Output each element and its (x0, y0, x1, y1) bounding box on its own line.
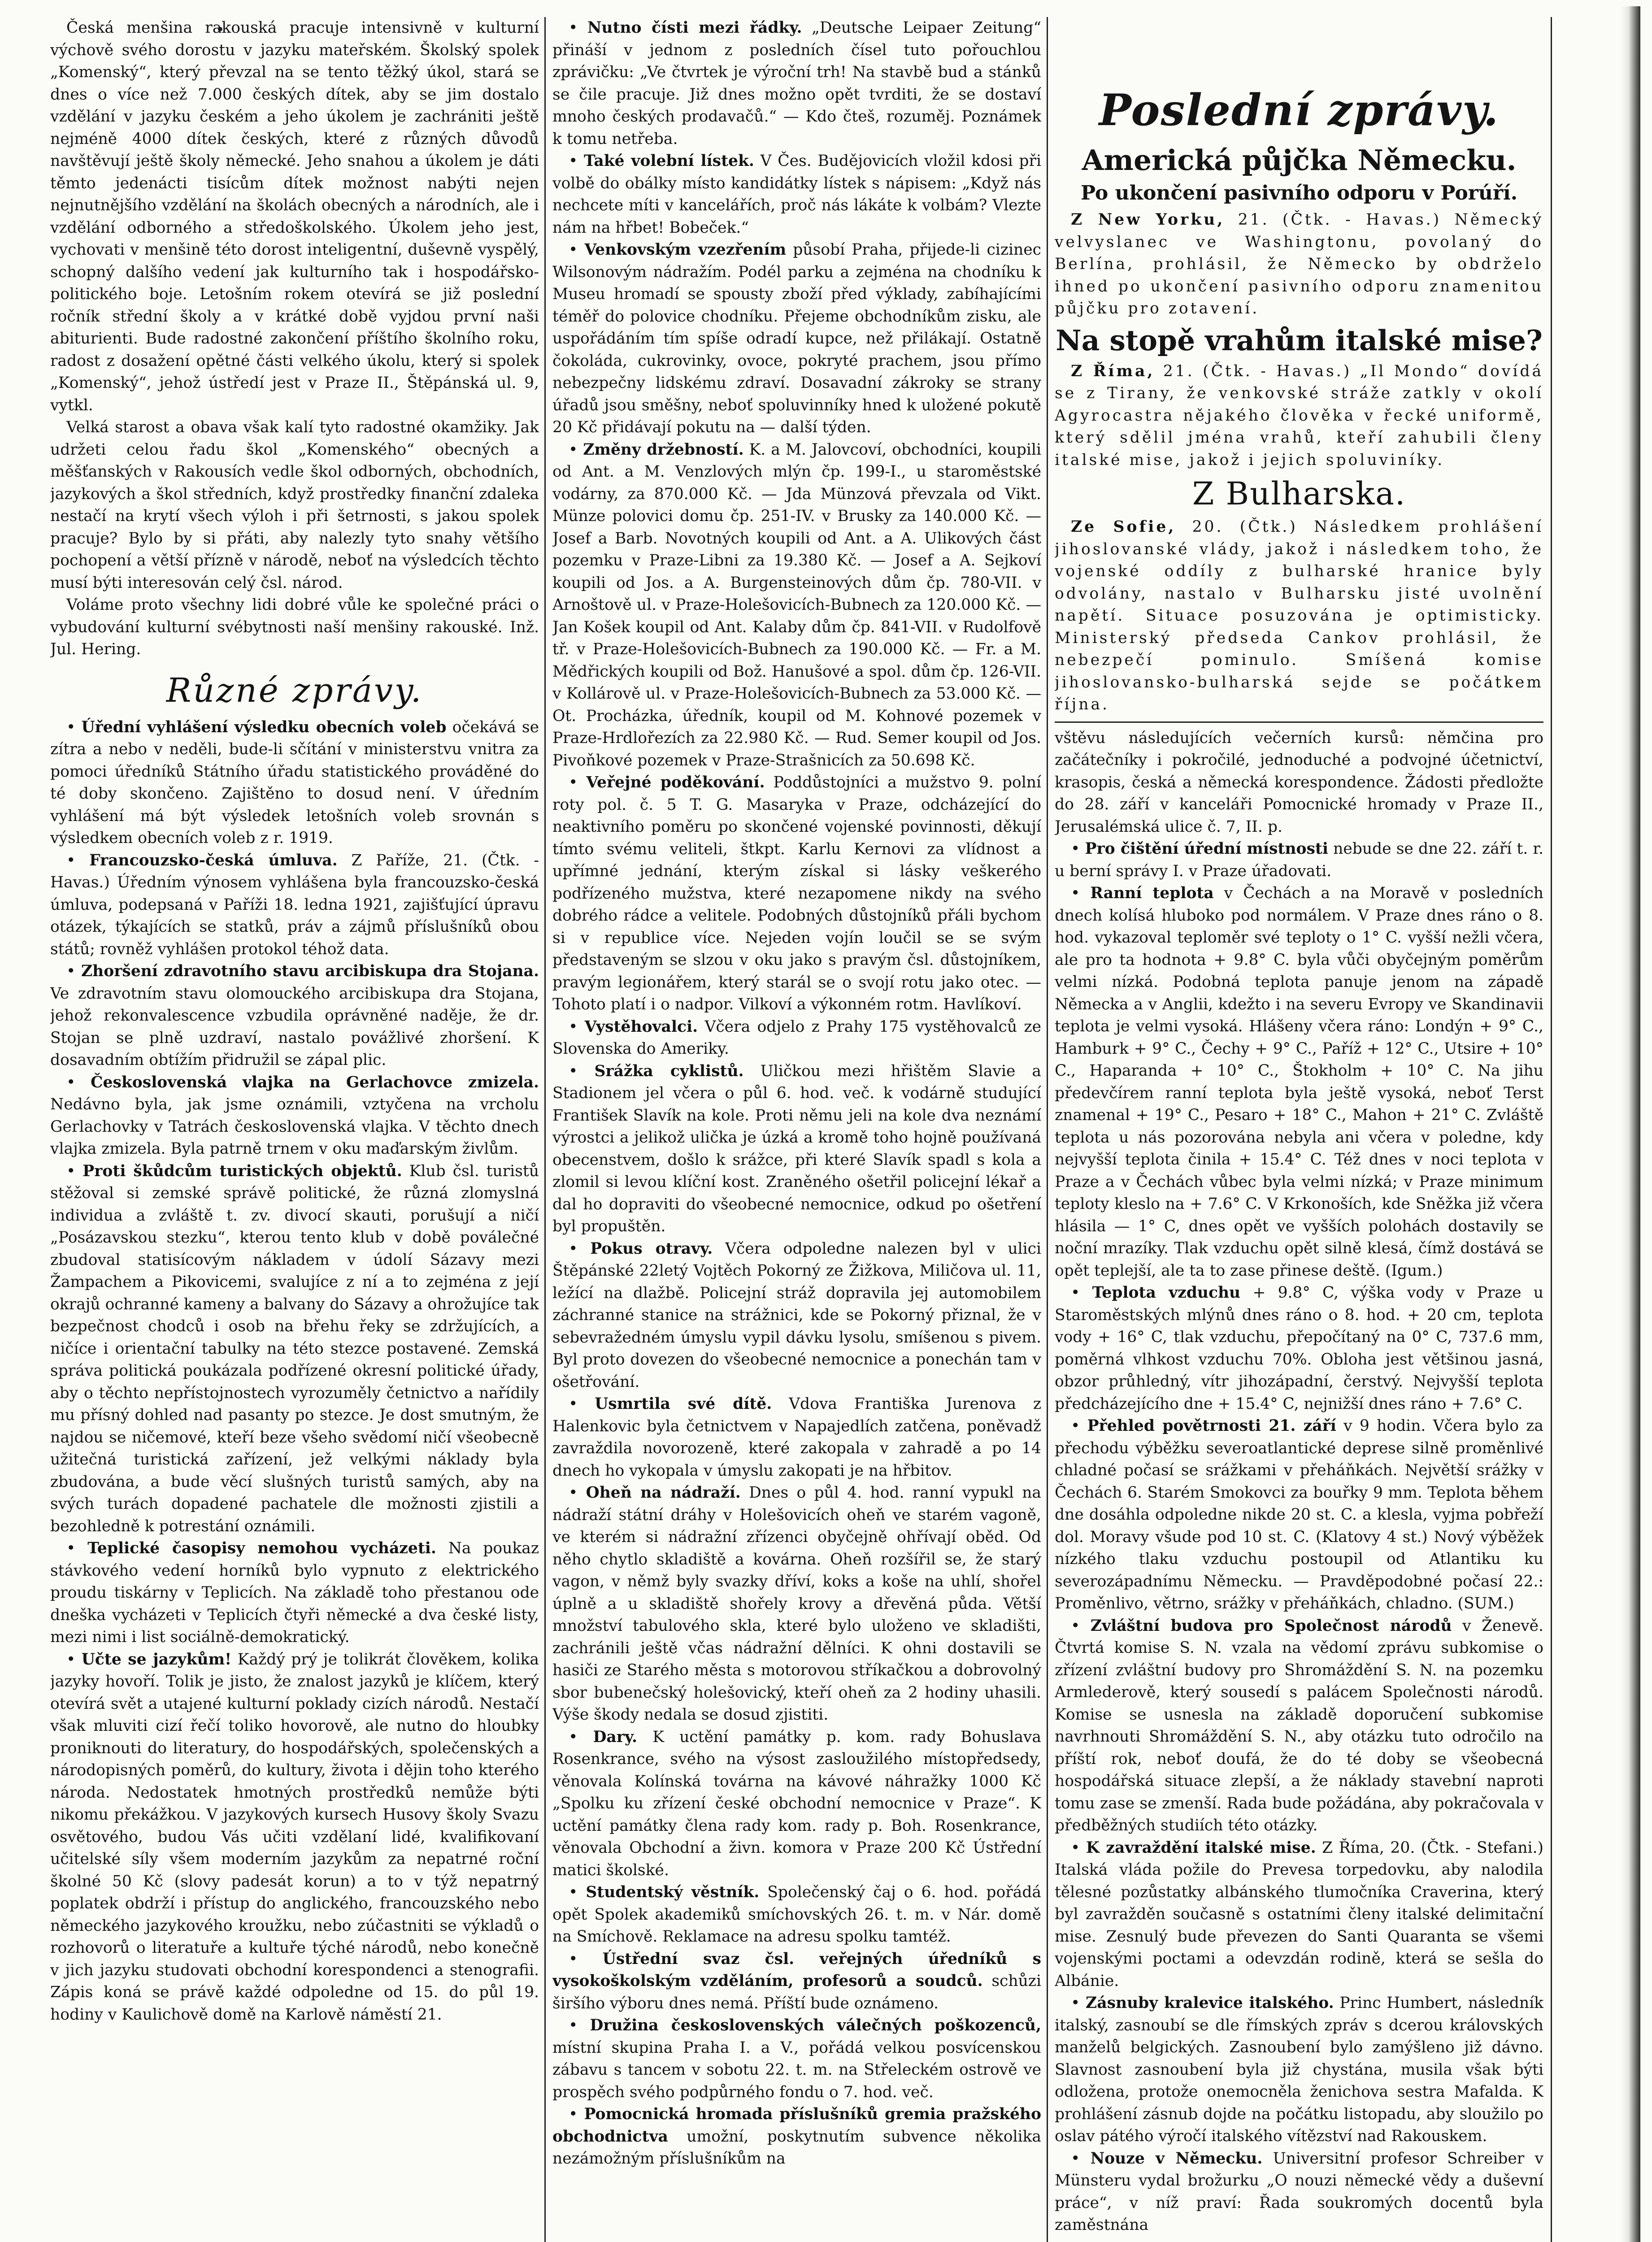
dateline: Ze Sofie, (1071, 518, 1176, 536)
column-rule-1 (544, 17, 546, 2242)
news-item-lead: Také volební lístek. (584, 152, 754, 170)
news-item-text: Poddůstojníci a mužstvo 9. polní roty pol. č. 5 T. G. Masaryka v Praze, odcházející do neaktivního poměru po skončené vojenské povinnosti, děkují tímto svému veliteli, štkpt. Karlu Kernovi za vlídnost a upřímné jednání, kterým získal si lásky veškerého podřízeného mužstva, které nezapomene nikdy na svého dobrého rádce a velitele. Podobných důstojníků přáli bychom si v republice více. Nejeden vojín loučil se se svým představeným se slzou v oku jako s pravým čsl. důstojníkem, pravým legionářem, který starál se o svojí rotu jako otec. — Tohoto platí i o nadpor. Vilkoví a výkonném rotm. Havlíkoví. (552, 773, 1041, 1013)
news-item-text: Princ Humbert, následník italský, zasnoubí se dle římských zpráv s dcerou královských manželů belgických. Zasnoubení bylo zamýšleno již dávno. Slavnost zasnoubení byla již chystána, musila však býti odložena, protože onemocněla ženichova sestra Mafalda. K prohlášení zásnub dojde na počátku listopadu, aby sloužilo po oslav pátého výročí italského vítězství nad Rakouskem. (1055, 1994, 1543, 2145)
news-item-text: v 9 hodin. Včera bylo za přechodu výběžku severoatlantické deprese silně proměnlivé chladné počasí se srážkami v přeháňkách. Největší srážky v Čechách 6. Starém Smokovci za bouřky 9 mm. Teplota během dne dosáhla odpoledne nikde 20 st. C. a klesla, vyjma pobřeží dol. Moravy všude pod 10 st. C. (Klatovy 4 st.) Nový výběžek nízkého tlaku vzduchu postoupil od Atlantiku ku severozápadnímu Německu. — Pravděpodobné počasí 22.: Proměnlivo, větrno, srážky v přeháňkách, chladno. (SUM.) (1055, 1417, 1543, 1612)
news-item-lead: Srážka cyklistů. (594, 1062, 744, 1080)
news-item-text: očekává se zítra a nebo v neděli, bude-li sčítání v ministerstvu vnitra za pomoci úředníků Státního úřadu statistického prováděné do té doby skončeno. Zajištěno to dosud není. V úředním vyhlášení má být výsledek letošních voleb srovnán s výsledkem obecních voleb z r. 1919. (50, 718, 539, 847)
headline-bulgaria: Z Bulharska. (1192, 475, 1406, 512)
news-item: • Ranní teplota v Čechách a na Moravě v posledních dnech kolísá hluboko pod normálem. V Praze dnes ráno o 8. hod. vykazoval teploměr své teploty o 1° C. vyšší nežli včera, ale pro ta hodnota + 9.8° C. byla vůči obyčejným poměrům velmi nízká. Podobná teplota panuje jenom na západě Německa a v Anglii, kdežto i na severu Evropy ve Skandinavii teplota je velmi vysoká. Hlášeny včera ráno: Londýn + 9° C., Hamburk + 9° C., Čechy + 9° C., Paříž + 12° C., Utsire + 10° C., Haparanda + 10° C., Štokholm + 10° C. Na jihu předevčírem ranní teplota byla ještě vysoká, neboť Terst znamenal + 19° C., Pesaro + 18° C., Mahon + 21° C. Zvláště teplota u nás pozorována nebyla ani včera v poledne, kdy nejvyšší teplota činila + 15.4° C. Též dnes v noci teplota v Praze a v Čechách vůbec byla velmi nízká; v Praze minimum teploty kleslo na + 7.6° C. V Krkonoších, kde Sněžka již včera hlásila — 1° C, dnes opět ve vyšších polohách dostavily se noční mrazíky. Tlak vzduchu opět silně klesá, čímž dostává se opět teplejší, ale ta to zase přinese deště. (Igum.) (1055, 884, 1543, 1280)
article-paragraph (50, 594, 539, 661)
news-item-lead: Pokus otravy. (590, 1239, 713, 1258)
section-heading: Různé zprávy. (166, 671, 423, 710)
subheadline-ruhr: Po ukončení pasivního odporu v Porúří. (1080, 182, 1518, 204)
news-item-lead: Učte se jazykům! (81, 1650, 232, 1668)
news-item: • Přehled povětrnosti 21. září v 9 hodin. Včera bylo za přechodu výběžku severoatlantické deprese silně proměnlivé chladné počasí se srážkami v přeháňkách. Největší srážky v Čechách 6. Starém Smokovci za bouřky 9 mm. Teplota během dne dosáhla odpoledne nikde 20 st. C. a klesla, vyjma pobřeží dol. Moravy všude pod 10 st. C. (Klatovy 4 st.) Nový výběžek nízkého tlaku vzduchu postoupil od Atlantiku ku severozápadnímu Německu. — Pravděpodobné počasí 22.: Proměnlivo, větrno, srážky v přeháňkách, chladno. (SUM.) (1055, 1417, 1543, 1612)
headline-italian-mission: Na stopě vrahům italské mise? (1056, 323, 1543, 357)
news-item-text: Na poukaz stávkového vedení horníků bylo vypnuto z elektrického proudu tiskárny v Teplicích. Na základě toho přestanou ode dneška vycházeti v Teplicích čtyři německé a dva české listy, mezi nimi i list sociálně-demokratický. (50, 1539, 539, 1646)
news-item (1055, 516, 1543, 716)
column-rule-3 (1551, 17, 1552, 2242)
news-item: • Venkovským vzezřením působí Praha, přijede-li cizinec Wilsonovým nádražím. Podél parku a zejména na chodníku k Museu hromadí se spousty zboží před výklady, zabíhajícími téměř do polovice chodníku. Přejeme obchodníkům zisku, ale uspořádáním tím spíše odradí kupce, než přilákají. Ostatně čokoláda, cukrovinky, ovoce, pokryté prachem, jsou přímo nebezpečny lidskému zdraví. Dosavadní zákroky se strany úřadů jsou směšny, neboť spoluvinníky hned k uložené pokutě 20 Kč přidávají pokutu na — další týden. (552, 241, 1041, 436)
news-item: • Vystěhovalci. Včera odjelo z Prahy 175 vystěhovalců ze Slovenska do Ameriky. (552, 1017, 1041, 1058)
news-item-text: umožní, poskytnutím subvence několika nezámožným příslušníkům na (552, 2127, 1041, 2168)
news-item-lead: Ústřední svaz čsl. veřejných úředníků s vysokoškolským vzděláním, profesorů a soudců. (552, 1950, 1041, 1990)
news-item-text: Každý prý je tolikrát člověkem, kolika jazyky hovoří. Tolik je jisto, že znalost jazyků je klíčem, který otevírá svět a utajené kulturní poklady cizích národů. Nestačí však mluviti cizí řečí toliko hovorově, ale nutno do hloubky proniknouti do literatury, do hospodářských, společenských a národopisných poměrů, do kultury, života i dějin toho kterého národa. Nedostatek hmotných prostředků nemůže býti nikomu překážkou. V jazykových kursech Husovy školy Svazu osvětového, budou Vás učiti vzdělaní lidé, kvalifikovaní učitelské síly všem moderním jazykům za nepatrné roční školné 50 Kč (slovy padesát korun) a to v týž nepatrný poplatek obdrží i přístup do anglického, francouzského nebo německého jazykového kroužku, nebo zúčastniti se výkladů o rozhovorů o literatuře a kultuře týché národů, nebo konečně v jich jazyku studovati obchodní korespondenci a stenografii. Zápis koná se právě každé odpoledne od 15. do půl 19. hodiny v Kaulichově domě na Karlově náměstí 21. (50, 1650, 539, 2024)
news-item: • Srážka cyklistů. Uličkou mezi hřištěm Slavie a Stadionem jel včera o půl 6. hod. več. k vodárně studující František Slavík na kole. Proti němu jeli na kole dva neznámí výrostci a jelikož ulička je úzká a kromě toho hojně používaná obecenstvem, došlo k srážce, při které Slavík spadl s kola a zlomil si levou klíční kost. Zraněného ošetřil policejní lékař a dal ho dopraviti do všeobecné nemocnice, odkud po ošetření byl propuštěn. (552, 1062, 1041, 1235)
news-item-text: V Čes. Budějovicích vložil kdosi při volbě do obálky místo kandidátky lístek s nápisem: „Když nás nechcete míti v kancelářích, proč nás lákáte k volbám? Vlezte nám na hřbet! Bobeček.“ (552, 152, 1041, 237)
news-item-text: v Ženevě. Čtvrtá komise S. N. vzala na vědomí zprávu subkomise o zřízení zvláštní budovy pro Shromáždění S. N. na pozemku Armlederově, který sousedí s palácem Společnosti národů. Komise se usnesla na základě doporučení subkomise navrhnouti Shromáždění S. N., aby otázku tuto odročilo na příští rok, neboť doufá, že do té doby se všeobecná hospodářská situace zlepší, a že náklady stavební naproti tomu zase se zmenší. Rada bude požádána, aby pokračovala v předběžných studiích této otázky. (1055, 1616, 1543, 1834)
news-item-lead: Usmrtila své dítě. (595, 1395, 772, 1413)
news-item-text: 20. (Čtk.) Následkem prohlášení jihoslovanské vlády, jakož i následkem toho, že vojenské oddíly z bulharské hranice byly odvolány, nastalo v Bulharsku jisté uvolnění napětí. Situace posuzována je optimisticky. Ministerský předseda Cankov prohlásil, že nebezpečí pominulo. Smíšená komise jihoslovansko-bulharská sejde se počátkem října. (1055, 518, 1543, 713)
news-item-lead: Přehled povětrnosti 21. září (1087, 1417, 1336, 1435)
news-item: • Také volební lístek. V Čes. Budějovicích vložil kdosi při volbě do obálky místo kandidátky lístek s nápisem: „Když nás nechcete míti v kancelářích, proč nás lákáte k volbám? Vlezte nám na hřbet! Bobeček.“ (552, 152, 1041, 237)
news-item: • Francouzsko-česká úmluva. Z Paříže, 21. (Čtk. - Havas.) Úředním výnosem vyhlášena byla francouzsko-česká úmluva, podepsaná v Paříži 18. ledna 1921, zajišťující úpravu otázek, týkajících se statků, práv a zájmů příslušníků obou států; rovněž vyhlášen protokol téhož data. (50, 851, 539, 958)
news-item-lead: Proti škůdcům turistických objektů. (83, 1162, 402, 1180)
news-item-lead: Družina československých válečných poškozenců, (590, 2016, 1041, 2034)
dateline: Z Říma, (1071, 362, 1155, 380)
news-item-lead: Změny držebností. (583, 440, 744, 459)
news-item: • Družina československých válečných poškozenců, místní skupina Praha I. a V., pořádá velkou posvícenskou zábavu s tancem v sobotu 22. t. m. na Střeleckém ostrově ve prospěch svého podpůrného fondu o 7. hod. več. (552, 2016, 1041, 2101)
news-item-text: schůzi širšího výboru dnes nemá. Příští bude oznámeno. (552, 1972, 1041, 2012)
news-item: • Studentský věstník. Společenský čaj o 6. hod. pořádá opět Spolek akademiků smíchovských 26. t. m. v Nár. domě na Smíchově. Reklamace na adresu spolku tamtéž. (552, 1883, 1041, 1946)
news-item-text: Ve zdravotním stavu olomouckého arcibiskupa dra Stojana, jehož rekonvalescence vzbudila oprávněné naděje, že dr. Stojan se plně uzdraví, nastalo povážlivé zhoršení. K dosavadním obtížím přidružil se zápal plic. (50, 984, 539, 1069)
news-item: • Ústřední svaz čsl. veřejných úředníků s vysokoškolským vzděláním, profesorů a soudců. schůzi širšího výboru dnes nemá. Příští bude oznámeno. (552, 1950, 1041, 2012)
news-item-text: nebude se dne 22. září t. r. u berní správy I. v Praze úřadovati. (1055, 840, 1543, 880)
article-paragraph: Velká starost a obava však kalí tyto radostné okamžiky. Jak udržeti celou řadu škol „Komenského“ obecných a měšťanských v Rakousích vedle škol odborných, obchodních, jazykových a škol středních, když prostředky finanční zdaleka nestačí na krytí všech výloh i při šetrnosti, s jakou spolek pracuje? Bylo by si přáti, aby nalezly tyto snahy většího pochopení a větší přízně v národě, neboť na výsledcích těchto musí býti interesován celý čsl. národ. (50, 418, 539, 592)
article-intro: Česká menšina rakouská pracuje intensivně v kulturní výchově svého dorostu v jazyku mateřském. Školský spolek „Komenský“, který převzal na se tento těžký úkol, stará se dnes o více než 7.000 českých dítek, aby se jim dostalo vzdělání v jazyku českém a jeho úkolem je zachrániti ještě nejméně 4000 dítek českých, které z různých důvodů navštěvují ještě školy německé. Jeho snahou a úkolem je dáti těmto jedenácti tisícům dítek možnost nabýti nejen nejnutnějšího vzdělání na školách obecných a národních, ale i vzdělání odborného a středoškolského. Úkolem jeho jest, vychovati v menšině této dorost inteligentní, duševně vyspělý, schopný dalšího vedení jak kulturního tak i hospodářsko-politického boje. Letošním rokem otevírá se již poslední ročník střední školy a v krátké době vyjdou první naši abiturienti. Bude radostné zakončení příštího školního roku, radost z dosažení opětné části velkého úkolu, který si spolek „Komenský“, jehož ústředí jest v Praze II., Štěpánská ul. 9, vytkl. (50, 19, 539, 414)
news-item: • K zavraždění italské mise. Z Říma, 20. (Čtk. - Stefani.) Italská vláda požile do Prevesa torpedovku, aby nalodila tělesné pozůstatky albánského tlumočníka Craverina, který byl zavražděn současně s ostatními členy italské delimitační mise. Zesnulý bude převezen do Santi Quaranta se všemi vojenskými poctami a odevzdán rodině, která se sešla do Albánie. (1055, 1838, 1543, 1990)
column-2 (552, 17, 1041, 2242)
news-item: • Veřejné poděkování. Poddůstojníci a mužstvo 9. polní roty pol. č. 5 T. G. Masaryka v Praze, odcházející do neaktivního poměru po skončené vojenské povinnosti, děkují tímto svému veliteli, štkpt. Karlu Kernovi za vlídnost a upřímné jednání, kterým získal si lásky veškerého podřízeného mužstva, které nezapomene nikdy na svého dobrého rádce a velitele. Podobných důstojníků přáli bychom si v republice více. Nejeden vojín loučil se se svým představeným se slzou v oku jako s pravým čsl. důstojníkem, pravým legionářem, který starál se o svojí rotu jako otec. — Tohoto platí i o nadpor. Vilkoví a výkonném rotm. Havlíkoví. (552, 773, 1041, 1013)
news-item: • Úřední vyhlášení výsledku obecních voleb očekává se zítra a nebo v neděli, bude-li sčítání v ministerstvu vnitra za pomoci úředníků Státního úřadu statistického prováděné do té doby skončeno. Zajištěno to dosud není. V úředním vyhlášení má být výsledek letošních voleb srovnán s výsledkem obecních voleb z r. 1919. (50, 718, 539, 847)
news-item-text: K uctění památky p. kom. rady Bohuslava Rosenkrance, svého na výsost zasloužilého místopředsedy, věnovala Kolínská továrna na kávové náhražky 1000 Kč „Spolku ku zřízení české obchodní nemocnice v Praze“. K uctění památky člena rady kom. rady p. Boh. Rosenkrance, věnovala Obchodní a živn. komora v Praze 200 Kč Ústřední matici školské. (552, 1728, 1041, 1879)
latest-news-masthead: Poslední zprávy. (1099, 85, 1500, 135)
news-item: • Československá vlajka na Gerlachovce zmizela. Nedávno byla, jak jsme oznámili, vztyčena na vrcholu Gerlachovky v Tatrách československá vlajka. V těchto dnech vlajka zmizela. Byla patrně trnem v oku maďarským živlům. (50, 1073, 539, 1158)
section-separator (1055, 721, 1543, 723)
news-item-lead: Zvláštní budova pro Společnost národů (1090, 1616, 1452, 1635)
news-item: • Nouze v Německu. Universitní profesor Schreiber v Münsteru vydal brožurku „O nouzi německé vědy a duševní práce“, v níž praví: Řada soukromých docentů byla zaměstnána (1055, 2149, 1543, 2234)
news-item-lead: Veřejné poděkování. (586, 773, 765, 791)
news-item (1055, 361, 1543, 472)
news-item-text: Universitní profesor Schreiber v Münsteru vydal brožurku „O nouzi německé vědy a duševní práce“, v níž praví: Řada soukromých docentů byla zaměstnána (1055, 2149, 1543, 2234)
news-item: • Změny držebností. K. a M. Jalovcoví, obchodníci, koupili od Ant. a M. Venzlových mlýn čp. 199-I., u staroměstské vodárny, za 870.000 Kč. — Jda Münzová převzala od Vikt. Münze polovici domu čp. 251-IV. v Brusky za 140.000 Kč. — Josef a Barb. Novotných koupili od Ant. a A. Ulikových část pozemku v Praze-Libni za 19.380 Kč. — Josef a A. Sejkoví koupili od Jos. a A. Burgensteinových dům čp. 780-VII. v Arnoštově ul. v Praze-Holešovicích-Bubnech za 120.000 Kč. — Jan Košek koupil od Ant. Kalaby dům čp. 841-VII. v Rudolfově tř. v Praze-Holešovicích-Bubnech za 190.000 Kč. — Fr. a M. Mědřických koupili od Bož. Hanušové a spol. dům čp. 126-VII. v Kollárově ul. v Praze-Holešovicích-Bubnech za 53.000 Kč. — Ot. Procházka, úředník, koupil od M. Kohnové pozemek v Praze-Hrdlořezích za 22.980 Kč. — Rud. Semer koupil od Jos. Pivoňkové pozemek v Praze-Strašnicích za 50.698 Kč. (552, 440, 1041, 769)
column-3 (1055, 17, 1543, 2242)
news-item: • Pokus otravy. Včera odpoledne nalezen byl v ulici Štěpánské 22letý Vojtěch Pokorný ze Žižkova, Miličova ul. 11, ležící na dlažbě. Policejní stráž dopravila jej automobilem záchranné stanice na strážnici, kde se Pokorný přiznal, že v sebevražedném úmyslu vypil dávku lysolu, smíšenou s pivem. Byl proto dovezen do všeobecné nemocnice a ponechán tam v ošetřování. (552, 1239, 1041, 1391)
news-item: • Učte se jazykům! Každý prý je tolikrát člověkem, kolika jazyky hovoří. Tolik je jisto, že znalost jazyků je klíčem, který otevírá svět a utajené kulturní poklady cizích národů. Nestačí však mluviti cizí řečí toliko hovorově, ale nutno do hloubky proniknouti do literatury, do hospodářských, společenských a národopisných poměrů, do kultury, života i dějin toho kterého národa. Nedostatek hmotných prostředků nemůže býti nikomu překážkou. V jazykových kursech Husovy školy Svazu osvětového, budou Vás učiti vzdělaní lidé, kvalifikovaní učitelské síly všem moderním jazykům za nepatrné roční školné 50 Kč (slovy padesát korun) a to v týž nepatrný poplatek obdrží i přístup do anglického, francouzského nebo německého jazykového kroužku, nebo zúčastniti se výkladů o rozhovorů o literatuře a kultuře týché národů, nebo konečně v jich jazyku studovati obchodní korespondenci a stenografii. Zápis koná se právě každé odpoledne od 15. do půl 19. hodiny v Kaulichově domě na Karlově náměstí 21. (50, 1650, 539, 2024)
news-item: • Teplota vzduchu + 9.8° C, výška vody v Praze u Staroměstských mlýnů dnes ráno o 8. hod. + 20 cm, teplota vody + 16° C, tlak vzduchu, přepočítaný na 0° C, 737.6 mm, poměrná vlhkost vzduchu 70%. Obloha jest většinou jasná, obzor průhledný, vítr jihozápadní, čerstvý. Nejvyšší teplota předcházejícího dne + 15.4° C, nejnižší dnes ráno + 7.6° C. (1055, 1284, 1543, 1413)
headline-american-loan: Americká půjčka Německu. (1082, 143, 1517, 177)
article-signature: Inž. Jul. Hering. (50, 618, 539, 658)
news-item-lead: Pomocnická hromada příslušníků gremia pražského obchodnictva (552, 2105, 1041, 2146)
article-paragraph-text: Voláme proto všechny lidi dobré vůle ke společné práci o vybudování kulturní svébytnosti naší menšiny rakouské. (50, 596, 539, 636)
page-edge-shadow (1621, 6, 1640, 2242)
news-item: • Pro čištění úřední místnosti nebude se dne 22. září t. r. u berní správy I. v Praze úřadovati. (1055, 840, 1543, 880)
news-item: • Zvláštní budova pro Společnost národů v Ženevě. Čtvrtá komise S. N. vzala na vědomí zprávu subkomise o zřízení zvláštní budovy pro Shromáždění S. N. na pozemku Armlederově, který sousedí s palácem Společnosti národů. Komise se usnesla na základě doporučení subkomise navrhnouti Shromáždění S. N., aby otázku tuto odročilo na příští rok, neboť doufá, že do té doby se všeobecná hospodářská situace zlepší, a že náklady stavební naproti tomu zase se zmenší. Rada bude požádána, aby pokračovala v předběžných studiích této otázky. (1055, 1616, 1543, 1834)
news-item-text: Klub čsl. turistů stěžoval si zemské správě politické, že různá zlomyslná individua a zvláště t. zv. divocí skauti, porušují a ničí „Posázavskou stezku“, kterou tento klub v době poválečné zbudoval statisícovým nákladem v údolí Sázavy mezi Žampachem a Pikovicemi, svalujíce z ní a to zejména z její okrajů ochranné kameny a balvany do Sázavy a ohrožujíce tak bezpečnost chodců i osob na břehu řeky se zdržujících, a ničíce i orientační tabulky na této stezce postavené. Zemská správa politická poukázala podřízené okresní politické úřady, aby o těchto nepřístojnostech vyrozuměly četnictvo a nařídily mu přísný dohled nad pasanty po stezce. Je dost smutným, že najdou se ničemové, kteří beze všeho svědomí ničí všeobecně užitečná turistická zařízení, jež velkými náklady byla zbudována, a bude věcí slušných turistů samých, aby na svých turách dopadené pachatele dle možnosti zjistili a bezohledně k potrestání oznámili. (50, 1162, 539, 1535)
column-1 (50, 17, 539, 2242)
news-item-text: + 9.8° C, výška vody v Praze u Staroměstských mlýnů dnes ráno o 8. hod. + 20 cm, teplota vody + 16° C, tlak vzduchu, přepočítaný na 0° C, 737.6 mm, poměrná vlhkost vzduchu 70%. Obloha jest většinou jasná, obzor průhledný, vítr jihozápadní, čerstvý. Nejvyšší teplota předcházejícího dne + 15.4° C, nejnižší dnes ráno + 7.6° C. (1055, 1284, 1543, 1413)
news-item-text: „Deutsche Leipaer Zeitung“ přináší v jednom z posledních čísel tuto pořouchlou zprávičku: „Ve čtvrtek je výroční trh! Na stavbě bud a stánků se čile pracuje. Již dnes možno opět tvrditi, že se dostaví mnoho českých prodavačů.“ — Kdo čteš, rozuměj. Poznámek k tomu netřeba. (552, 19, 1041, 148)
news-item-lead: Ranní teplota (1090, 884, 1214, 902)
news-item-lead: Dary. (593, 1728, 638, 1746)
news-item-lead: Úřední vyhlášení výsledku obecních voleb (81, 718, 447, 736)
news-item-lead: Venkovským vzezřením (584, 241, 787, 259)
continuation-text: vštěvu následujících večerních kursů: němčina pro začátečníky i pokročilé, jednoduché a podvojné účetnictví, krasopis, česká a německá korespondence. Žádosti předložte do 28. září v kanceláři Pomocnické hromady v Praze II., Jerusalémská ulice č. 7, II. p. (1055, 729, 1543, 836)
news-item-text: v Čechách a na Moravě v posledních dnech kolísá hluboko pod normálem. V Praze dnes ráno o 8. hod. vykazoval teploměr své teploty o 1° C. vyšší nežli včera, ale pro ta hodnota + 9.8° C. byla vůči obyčejným poměrům velmi nízká. Podobná teplota panuje jenom na západě Německa a v Anglii, kdežto i na severu Evropy ve Skandinavii teplota je velmi vysoká. Hlášeny včera ráno: Londýn + 9° C., Hamburk + 9° C., Čechy + 9° C., Paříž + 12° C., Utsire + 10° C., Haparanda + 10° C., Štokholm + 10° C. Na jihu předevčírem ranní teplota byla ještě vysoká, neboť Terst znamenal + 19° C., Pesaro + 18° C., Mahon + 21° C. Zvláště teplota u nás pozorována nebyla ani včera v poledne, kdy nejvyšší teplota činila + 15.4° C. Též dnes v noci teplota v Praze a v Čechách vůbec byla velmi nízká; v Praze minimum teploty kleslo na + 7.6° C. V Krkonoších, kde Sněžka již včera hlásila — 1° C, dnes opět ve vyšších polohách dostavily se noční mrazíky. Tlak vzduchu opět silně klesá, čímž dostává se opět teplejší, ale ta to zase přinese deště. (Igum.) (1055, 884, 1543, 1280)
news-item-lead: Zhoršení zdravotního stavu arcibiskupa dra Stojana. (81, 962, 539, 980)
news-item-text: 21. (Čtk. - Havas.) Německý velvyslanec ve Washingtonu, povolaný do Berlína, prohlásil, že Německo by obdrželo ihned po ukončení pasivního odporu znamenitou půjčku pro zotavení. (1055, 211, 1543, 317)
news-item: • Nutno čísti mezi řádky. „Deutsche Leipaer Zeitung“ přináší v jednom z posledních čísel tuto pořouchlou zprávičku: „Ve čtvrtek je výroční trh! Na stavbě bud a stánků se čile pracuje. Již dnes možno opět tvrditi, že se dostaví mnoho českých prodavačů.“ — Kdo čteš, rozuměj. Poznámek k tomu netřeba. (552, 19, 1041, 148)
news-item-text: Z Říma, 20. (Čtk. - Stefani.) Italská vláda požile do Prevesa torpedovku, aby nalodila tělesné pozůstatky albánského tlumočníka Craverina, který byl zavražděn současně s ostatními členy italské delimitační mise. Zesnulý bude převezen do Santi Quaranta se všemi vojenskými poctami a odevzdán rodině, která se sešla do Albánie. (1055, 1838, 1543, 1990)
news-item-text: působí Praha, přijede-li cizinec Wilsonovým nádražím. Podél parku a zejména na chodníku k Museu hromadí se spousty zboží před výklady, zabíhajícími téměř do polovice chodníku. Přejeme obchodníkům zisku, ale uspořádáním tím spíše odradí kupce, než přilákají. Ostatně čokoláda, cukrovinky, ovoce, pokryté prachem, jsou přímo nebezpečny lidskému zdraví. Dosavadní zákroky se strany úřadů jsou směšny, neboť spoluvinníky hned k uložené pokutě 20 Kč přidávají pokutu na — další týden. (552, 241, 1041, 436)
news-item-text: Včera odjelo z Prahy 175 vystěhovalců ze Slovenska do Ameriky. (552, 1017, 1041, 1058)
news-item-lead: Československá vlajka na Gerlachovce zmizela. (91, 1073, 539, 1091)
news-item-lead: Teplické časopisy nemohou vycházeti. (87, 1539, 436, 1557)
dateline: Z New Yorku, (1071, 211, 1225, 229)
news-item-text: Uličkou mezi hřištěm Slavie a Stadionem jel včera o půl 6. hod. več. k vodárně studující František Slavík na kole. Proti němu jeli na kole dva neznámí výrostci a jelikož ulička je úzká a kromě toho hojně používaná obecenstvem, došlo k srážce, při které Slavík spadl s kola a zlomil si levou klíční kost. Zraněného ošetřil policejní lékař a dal ho dopraviti do všeobecné nemocnice, odkud po ošetření byl propuštěn. (552, 1062, 1041, 1235)
news-item: • Proti škůdcům turistických objektů. Klub čsl. turistů stěžoval si zemské správě politické, že různá zlomyslná individua a zvláště t. zv. divocí skauti, porušují a ničí „Posázavskou stezku“, kterou tento klub v době poválečné zbudoval statisícovým nákladem v údolí Sázavy mezi Žampachem a Pikovicemi, svalujíce z ní a to zejména z její okrajů ochranné kameny a balvany do Sázavy a ohrožujíce tak bezpečnost chodců i osob na břehu řeky se zdržujících, a ničíce i orientační tabulky na této stezce postavené. Zemská správa politická poukázala podřízené okresní politické úřady, aby o těchto nepřístojnostech vyrozuměly četnictvo a nařídily mu přísný dohled nad pasanty po stezce. Je dost smutným, že najdou se ničemové, kteří beze všeho svědomí ničí všeobecně užitečná turistická zařízení, jež velkými náklady byla zbudována, a bude věcí slušných turistů samých, aby na svých turách dopadené pachatele dle možnosti zjistili a bezohledně k potrestání oznámili. (50, 1162, 539, 1535)
news-item: • Zásnuby kralevice italského. Princ Humbert, následník italský, zasnoubí se dle římských zpráv s dcerou královských manželů belgických. Zasnoubení bylo zamýšleno již dávno. Slavnost zasnoubení byla již chystána, musila však býti odložena, protože onemocněla ženichova sestra Mafalda. K prohlášení zásnub dojde na počátku listopadu, aby sloužilo po oslav pátého výročí italského vítězství nad Rakouskem. (1055, 1994, 1543, 2145)
news-item: • Usmrtila své dítě. Vdova Františka Jurenova z Halenkovic byla četnictvem v Napajedlích zatčena, poněvadž zavraždila novorozeně, které zakopala v zahradě a po 14 dnech ho vykopala v úmyslu zakopati je na hřbitov. (552, 1395, 1041, 1480)
column-rule-2 (1047, 17, 1048, 2242)
news-item-text: Dnes o půl 4. hod. ranní vypukl na nádraží státní dráhy v Holešovicích oheň ve starém vagoně, ve kterém si nádražní zřízenci obyčejně ohřívají oběd. Od něho chytlo skladiště a kovárna. Oheň rozšířil se, že starý vagon, v němž byly svazky dříví, koks a koše na uhlí, shořel úplně a u skladiště shořely krovy a dřevěná půda. Větší množství tabulového skla, které bylo uloženo ve skladišti, zachránili ještě včas nádražní dělníci. K ohni dostavili se hasiči ze Starého města s motorovou stříkačkou a dobrovolný sbor bubenečský holešovický, kteří oheň za 2 hodiny uhasili. Výše škody nedala se dosud zjistiti. (552, 1484, 1041, 1724)
news-item: • Oheň na nádraží. Dnes o půl 4. hod. ranní vypukl na nádraží státní dráhy v Holešovicích oheň ve starém vagoně, ve kterém si nádražní zřízenci obyčejně ohřívají oběd. Od něho chytlo skladiště a kovárna. Oheň rozšířil se, že starý vagon, v němž byly svazky dříví, koks a koše na uhlí, shořel úplně a u skladiště shořely krovy a dřevěná půda. Větší množství tabulového skla, které bylo uloženo ve skladišti, zachránili ještě včas nádražní dělníci. K ohni dostavili se hasiči ze Starého města s motorovou stříkačkou a dobrovolný sbor bubenečský holešovický, kteří oheň za 2 hodiny uhasili. Výše škody nedala se dosud zjistiti. (552, 1484, 1041, 1724)
news-item: • Dary. K uctění památky p. kom. rady Bohuslava Rosenkrance, svého na výsost zasloužilého místopředsedy, věnovala Kolínská továrna na kávové náhražky 1000 Kč „Spolku ku zřízení české obchodní nemocnice v Praze“. K uctění památky člena rady kom. rady p. Boh. Rosenkrance, věnovala Obchodní a živn. komora v Praze 200 Kč Ústřední matici školské. (552, 1728, 1041, 1879)
news-item-text: místní skupina Praha I. a V., pořádá velkou posvícenskou zábavu s tancem v sobotu 22. t. m. na Střeleckém ostrově ve prospěch svého podpůrného fondu o 7. hod. več. (552, 2038, 1041, 2101)
news-item-text: Nedávno byla, jak jsme oznámili, vztyčena na vrcholu Gerlachovky v Tatrách československá vlajka. V těchto dnech vlajka zmizela. Byla patrně trnem v oku maďarským živlům. (50, 1095, 539, 1158)
news-item: • Zhoršení zdravotního stavu arcibiskupa dra Stojana. Ve zdravotním stavu olomouckého arcibiskupa dra Stojana, jehož rekonvalescence vzbudila oprávněné naděje, že dr. Stojan se plně uzdraví, nastalo povážlivé zhoršení. K dosavadním obtížím přidružil se zápal plic. (50, 962, 539, 1069)
news-item-lead: Francouzsko-česká úmluva. (89, 851, 338, 869)
news-item (1055, 209, 1543, 320)
news-item-text: K. a M. Jalovcoví, obchodníci, koupili od Ant. a M. Venzlových mlýn čp. 199-I., u staroměstské vodárny, za 870.000 Kč. — Jda Münzová převzala od Vikt. Münze polovici domu čp. 251-IV. v Brusky za 140.000 Kč. — Josef a Barb. Novotných koupili od Ant. a A. Ulikových část pozemku v Praze-Libni za 19.380 Kč. — Josef a A. Sejkoví koupili od Jos. a A. Burgensteinových dům čp. 780-VII. v Arnoštově ul. v Praze-Holešovicích-Bubnech za 120.000 Kč. — Jan Košek koupil od Ant. Kalaby dům čp. 841-VII. v Rudolfově tř. v Praze-Holešovicích-Bubnech za 190.000 Kč. — Fr. a M. Mědřických koupili od Bož. Hanušové a spol. dům čp. 126-VII. v Kollárově ul. v Praze-Holešovicích-Bubnech za 53.000 Kč. — Ot. Procházka, úředník, koupil od M. Kohnové pozemek v Praze-Hrdlořezích za 22.980 Kč. — Rud. Semer koupil od Jos. Pivoňkové pozemek v Praze-Strašnicích za 50.698 Kč. (552, 440, 1041, 769)
news-item-text: Vdova Františka Jurenova z Halenkovic byla četnictvem v Napajedlích zatčena, poněvadž zavraždila novorozeně, které zakopala v zahradě a po 14 dnech ho vykopala v úmyslu zakopati je na hřbitov. (552, 1395, 1041, 1480)
news-item-text: Společenský čaj o 6. hod. pořádá opět Spolek akademiků smíchovských 26. t. m. v Nár. domě na Smíchově. Reklamace na adresu spolku tamtéž. (552, 1883, 1041, 1946)
news-item-lead: K zavraždění italské mise. (1086, 1838, 1316, 1857)
news-item-lead: Nouze v Německu. (1090, 2149, 1263, 2168)
news-item-lead: Zásnuby kralevice italského. (1086, 1994, 1334, 2012)
news-item-lead: Nutno čísti mezi řádky. (587, 19, 802, 37)
news-item-lead: Pro čištění úřední místnosti (1085, 840, 1328, 858)
news-item-lead: Oheň na nádraží. (586, 1484, 741, 1502)
news-item-lead: Studentský věstník. (586, 1883, 760, 1901)
news-item-lead: Teplota vzduchu (1092, 1284, 1241, 1302)
news-item-text: 21. (Čtk. - Havas.) „Il Mondo“ dovídá se z Tirany, že venkovské stráže zatkly v okolí Agyrocastra nějakého člověka v řecké uniformě, který sdělil jména vrahů, kteří zahubili členy italské mise, jakož i jejich spoluviníky. (1055, 362, 1543, 469)
news-item-lead: Vystěhovalci. (584, 1017, 698, 1036)
news-item: • Teplické časopisy nemohou vycházeti. Na poukaz stávkového vedení horníků bylo vypnuto z elektrického proudu tiskárny v Teplicích. Na základě toho přestanou ode dneška vycházeti v Teplicích čtyři německé a dva české listy, mezi nimi i list sociálně-demokratický. (50, 1539, 539, 1646)
news-item-text: Z Paříže, 21. (Čtk. - Havas.) Úředním výnosem vyhlášena byla francouzsko-česká úmluva, podepsaná v Paříži 18. ledna 1921, zajišťující úpravu otázek, týkajících se statků, práv a zájmů příslušníků obou států; rovněž vyhlášen protokol téhož data. (50, 851, 539, 958)
news-item-text: Včera odpoledne nalezen byl v ulici Štěpánské 22letý Vojtěch Pokorný ze Žižkova, Miličova ul. 11, ležící na dlažbě. Policejní stráž dopravila jej automobilem záchranné stanice na strážnici, kde se Pokorný přiznal, že v sebevražedném úmyslu vypil dávku lysolu, smíšenou s pivem. Byl proto dovezen do všeobecné nemocnice a ponechán tam v ošetřování. (552, 1239, 1041, 1391)
news-item: • Pomocnická hromada příslušníků gremia pražského obchodnictva umožní, poskytnutím subvence několika nezámožným příslušníkům na (552, 2105, 1041, 2168)
